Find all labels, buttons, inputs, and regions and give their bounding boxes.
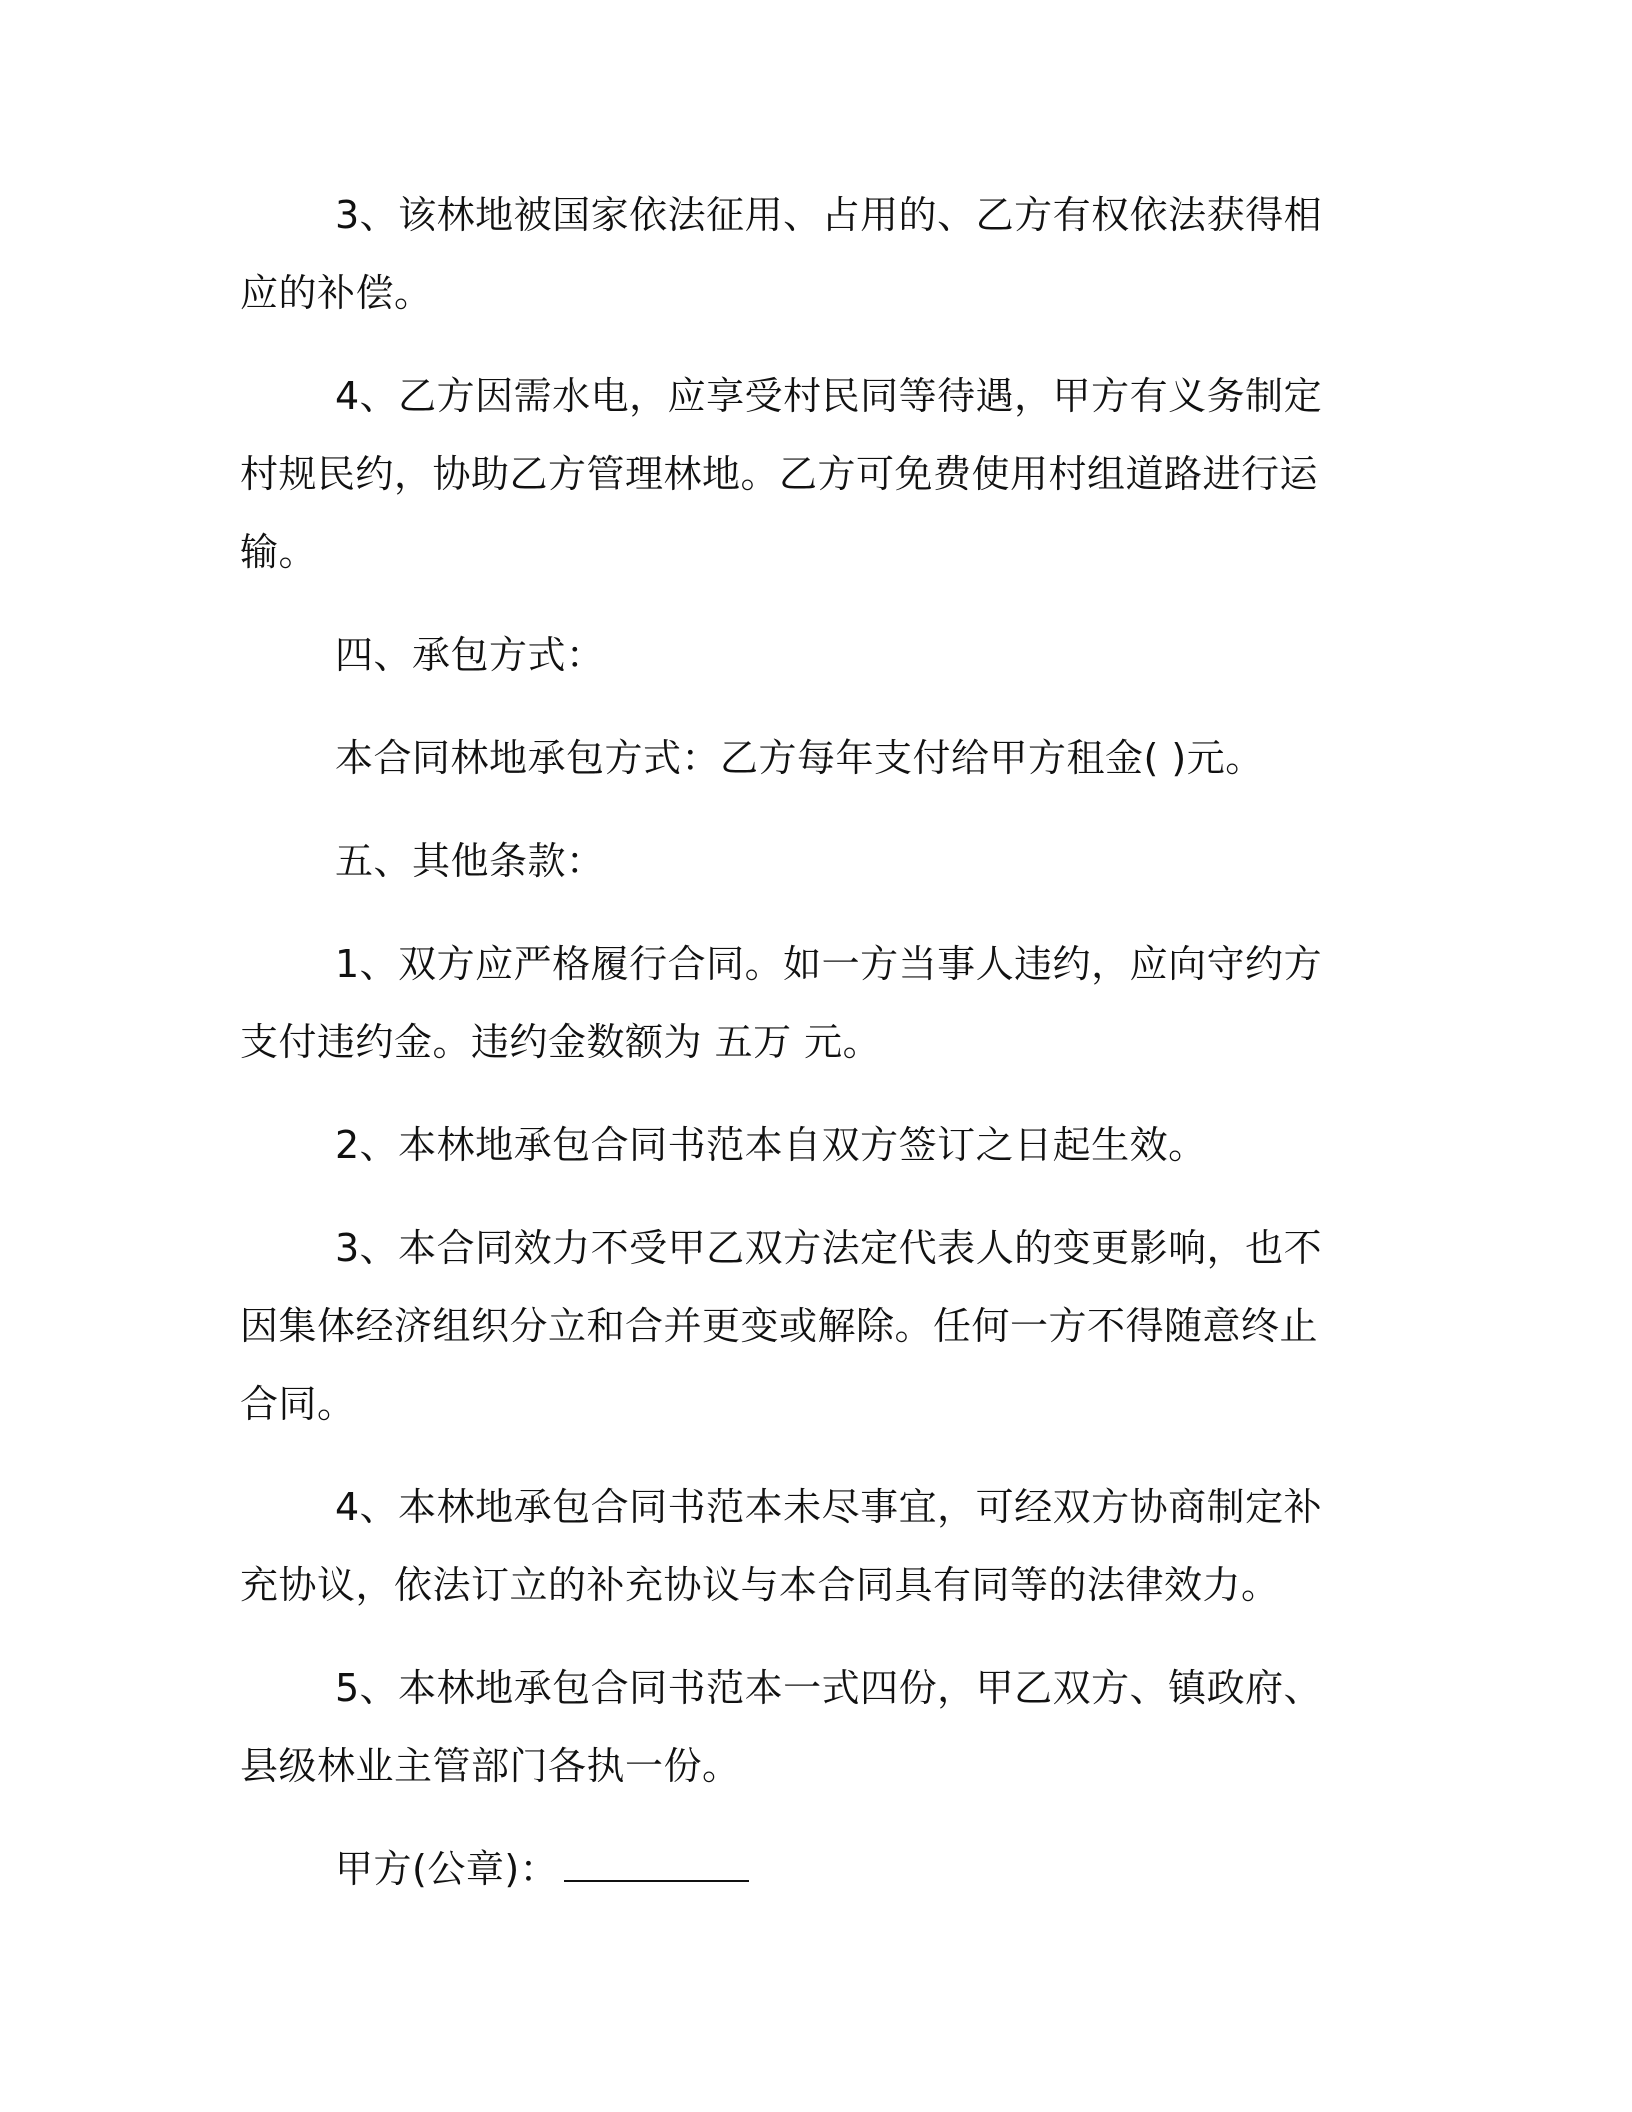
section-heading-other-terms: 五、其他条款： xyxy=(335,839,605,883)
paragraph-effective: 2、本林地承包合同书范本自双方签订之日起生效。 xyxy=(335,1123,1207,1167)
document-body xyxy=(240,176,1356,1933)
paragraph-compensation: 3、该林地被国家依法征用、占用的、乙方有权依法获得相应的补偿。 xyxy=(240,193,1323,315)
paragraph-supplement: 4、本林地承包合同书范本未尽事宜，可经双方协商制定补充协议，依法订立的补充协议与本合同具有同等的法律效力。 xyxy=(240,1485,1323,1607)
signature-party-a xyxy=(240,1830,1356,1908)
paragraph-breach: 1、双方应严格履行合同。如一方当事人违约，应向守约方支付违约金。违约金数额为 五万 元。 xyxy=(240,942,1323,1064)
paragraph-copies: 5、本林地承包合同书范本一式四份，甲乙双方、镇政府、县级林业主管部门各执一份。 xyxy=(240,1666,1323,1788)
signature-label: 甲方(公章)： xyxy=(335,1847,559,1891)
section-heading-contract-method: 四、承包方式： xyxy=(335,633,605,677)
signature-blank-line xyxy=(564,1840,749,1882)
paragraph-validity: 3、本合同效力不受甲乙双方法定代表人的变更影响，也不因集体经济组织分立和合并更变或解除。任何一方不得随意终止合同。 xyxy=(240,1226,1323,1426)
paragraph-utilities: 4、乙方因需水电，应享受村民同等待遇，甲方有义务制定村规民约，协助乙方管理林地。乙方可免费使用村组道路进行运输。 xyxy=(240,374,1323,574)
paragraph-contract-method: 本合同林地承包方式：乙方每年支付给甲方租金( )元。 xyxy=(335,736,1264,780)
